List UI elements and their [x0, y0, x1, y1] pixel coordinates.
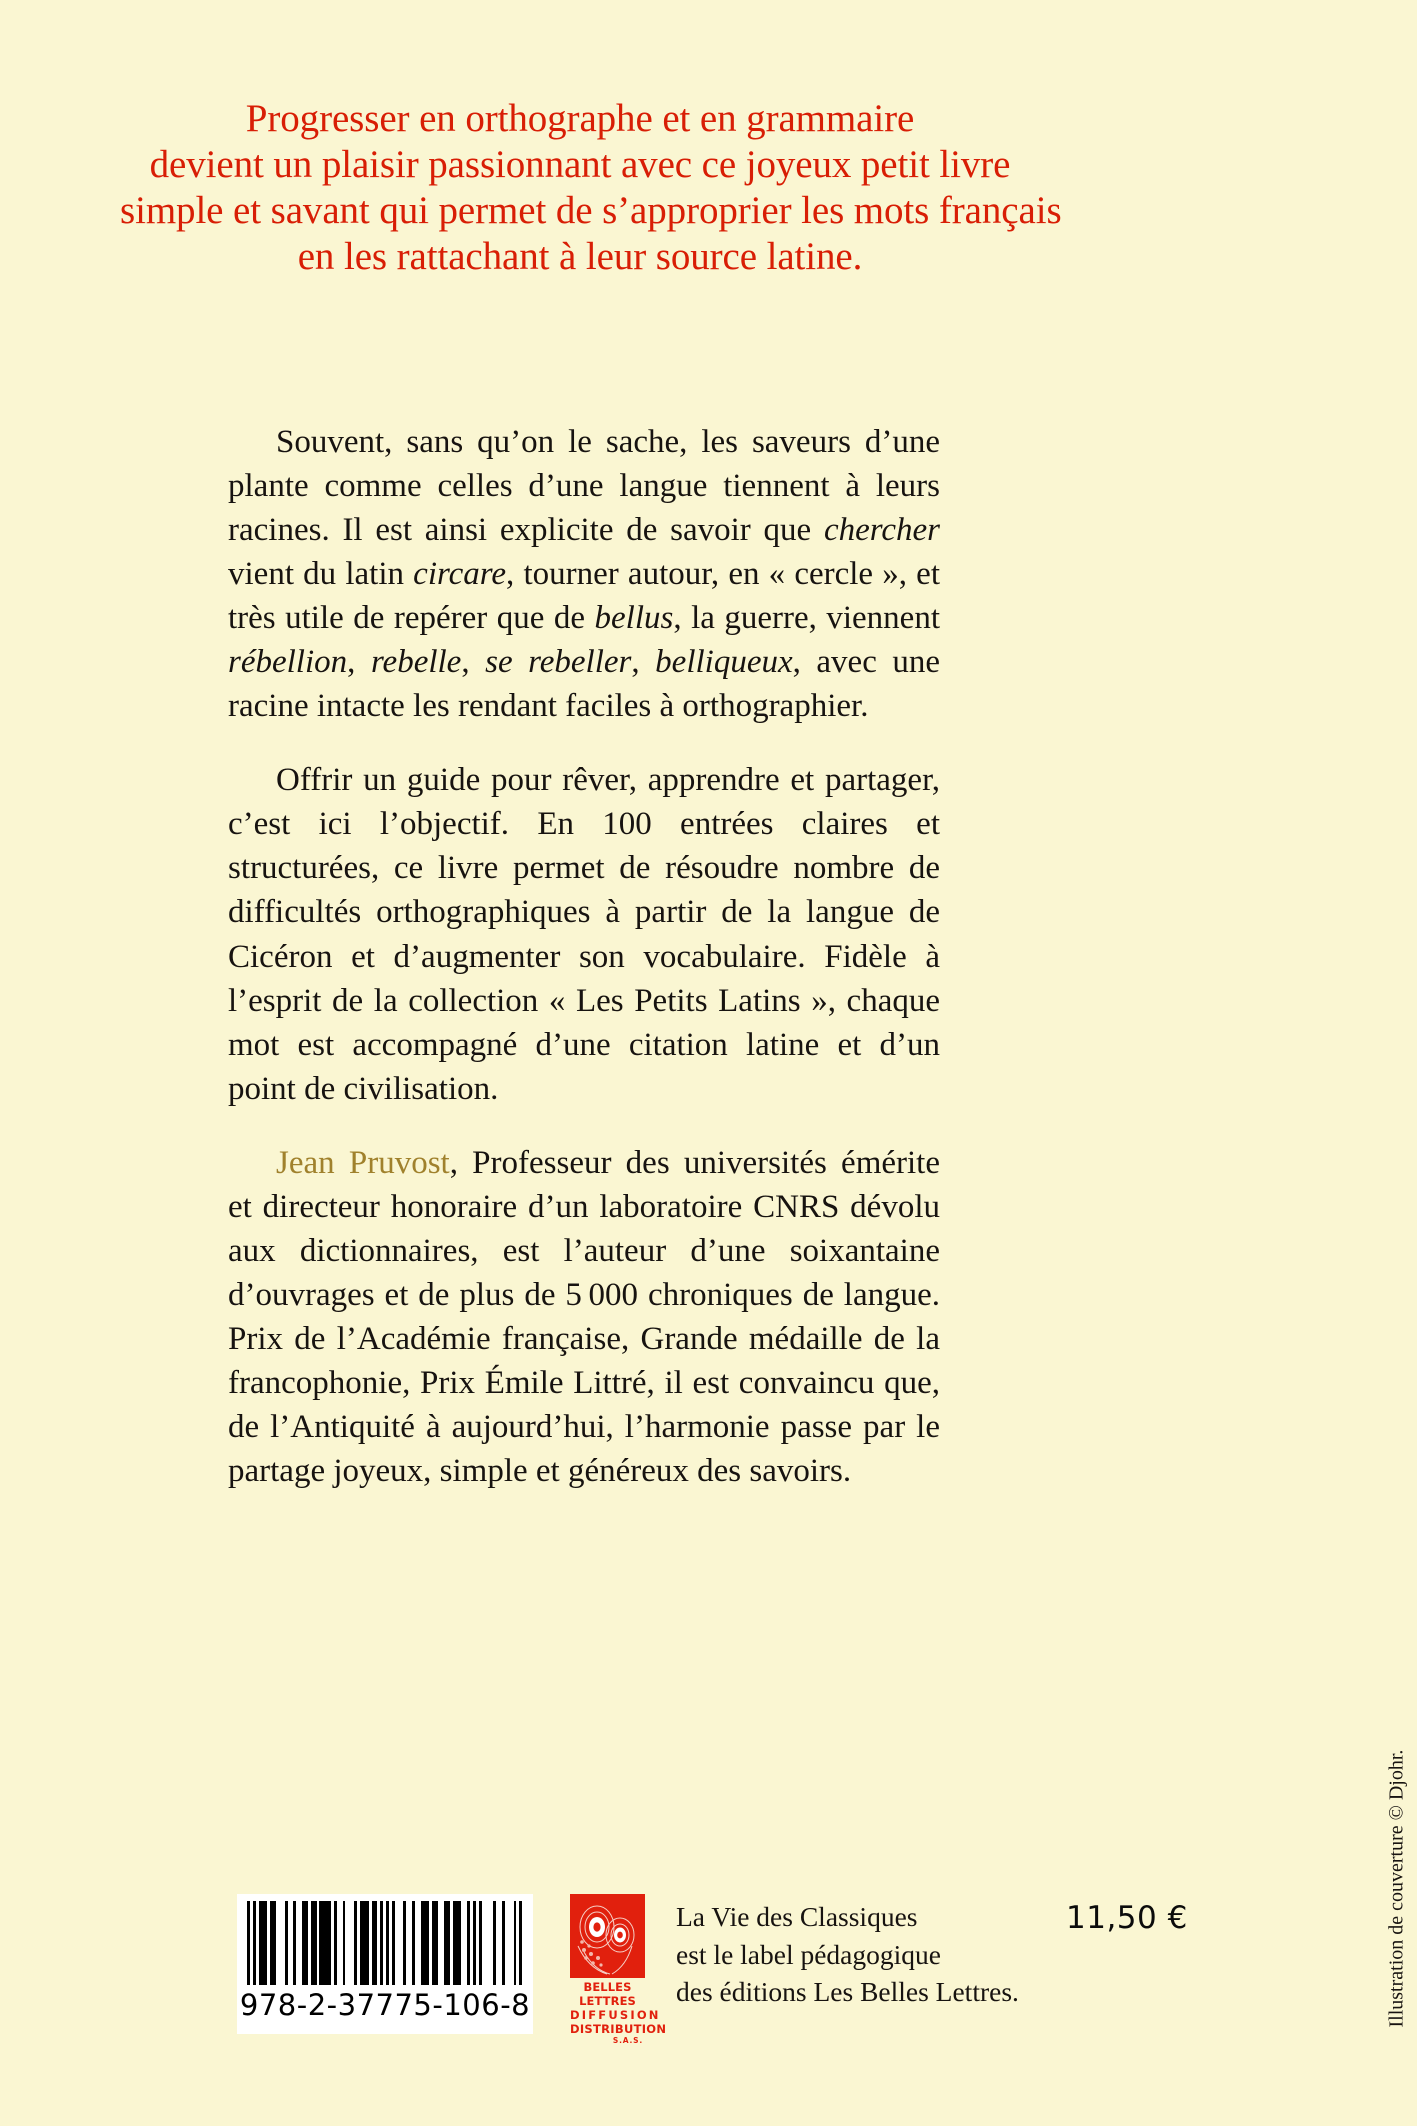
publisher-line-3: des éditions Les Belles Lettres.: [676, 1976, 1019, 2008]
barcode-bar: [319, 1901, 331, 1985]
latin-term: chercher: [823, 512, 940, 549]
cover-credit: [1377, 1576, 1417, 2036]
headline-line-3: simple et savant qui permet de s’approprier les mots français: [120, 189, 1062, 233]
barcode-bar: [421, 1901, 430, 1985]
footer: [0, 1884, 1417, 2054]
logo-line-1: BELLES LETTRES: [579, 1980, 636, 2009]
latin-term: circare: [413, 556, 507, 593]
latin-term: rébellion: [228, 644, 348, 681]
barcode-bar: [453, 1901, 462, 1985]
author-name: Jean Pruvost: [276, 1144, 450, 1181]
headline-block: [120, 96, 1062, 280]
text-run: , la guerre, viennent: [673, 600, 940, 637]
text-run: , tourner autour, en « cercle », et très utile de repérer que de: [228, 556, 940, 637]
latin-term: belliqueux: [655, 644, 793, 681]
latin-term: bellus: [594, 600, 674, 637]
blurb-text-block: [228, 420, 940, 1493]
latin-term: se rebeller: [485, 644, 632, 681]
latin-term: rebelle: [370, 644, 462, 681]
headline-line-4: en les rattachant à leur source latine.: [297, 235, 863, 279]
text-run: Souvent, sans qu’on le sache, les saveurs d’une plante comme celles d’une langue tiennent à leurs racines. Il est ainsi explicite de savoir que: [228, 424, 940, 549]
text-run: , Professeur des universités émérite et directeur honoraire d’un laboratoire CNRS dévolu aux dictionnaires, est l’auteur d’une soixantaine d’ouvrages et de plus de 5 000 chroniques de langue. Prix de l’Académie française, Grande médaille de la francophonie, Prix Émile Littré, il est convaincu que, de l’Antiquité à aujourd’hui, l’harmonie passe par le partage joyeux, simple et généreux des savoirs.: [228, 1144, 940, 1490]
barcode-bar: [482, 1901, 494, 1985]
barcode-bar: [345, 1901, 354, 1985]
barcode-bar: [360, 1901, 369, 1985]
publisher-logo-text: [570, 1980, 667, 2046]
publisher-statement: [676, 1898, 1036, 2011]
logo-line-3: DISTRIBUTION: [570, 2022, 667, 2037]
text-run: ,: [631, 644, 656, 681]
barcode-bar: [395, 1901, 404, 1985]
cover-credit-text: Illustration de couverture © Djohr.: [1385, 1749, 1408, 2028]
paragraph-objectif: [228, 758, 940, 1110]
barcode-block: [237, 1894, 533, 2034]
barcode-bar: [505, 1901, 514, 1985]
barcode-bars: [247, 1901, 523, 1985]
owl-icon: [570, 1894, 645, 1978]
publisher-line-1: La Vie des Classiques: [676, 1901, 918, 1932]
publisher-line-2: est le label pédagogique: [676, 1938, 941, 1970]
text-run: ,: [461, 644, 486, 681]
paragraph-racines: [228, 420, 940, 728]
text-run: Offrir un guide pour rêver, apprendre et partager, c’est ici l’objectif. En 100 entrées claires et structurées, ce livre permet de résoudre nombre de difficultés orthographiques à partir de la langue de Cicéron et d’augmenter son vocabulaire. Fidèle à l’esprit de la collection « Les Petits Latins », chaque mot est accompagné d’une citation latine et d’un point de civilisation.: [228, 762, 940, 1107]
publisher-logo: [570, 1894, 667, 2046]
text-run: vient du latin: [228, 556, 414, 593]
text-run: , avec une racine intacte les rendant faciles à orthographier.: [228, 644, 941, 725]
isbn-number: 978-2-37775-106-8: [239, 1988, 531, 2022]
text-run: ,: [347, 644, 371, 681]
logo-line-4: S.A.S.: [612, 2036, 643, 2046]
barcode-bar: [519, 1901, 522, 1985]
price-label: 11,50 €: [1066, 1900, 1188, 1936]
paragraph-auteur: [228, 1141, 940, 1493]
barcode-bar: [259, 1901, 268, 1985]
headline-line-1: Progresser en orthographe et en grammaire: [245, 97, 915, 140]
headline-line-2: devient un plaisir passionnant avec ce joyeux petit livre: [149, 143, 1011, 187]
logo-line-2: DIFFUSION: [570, 2008, 661, 2023]
barcode-bar: [276, 1901, 285, 1985]
